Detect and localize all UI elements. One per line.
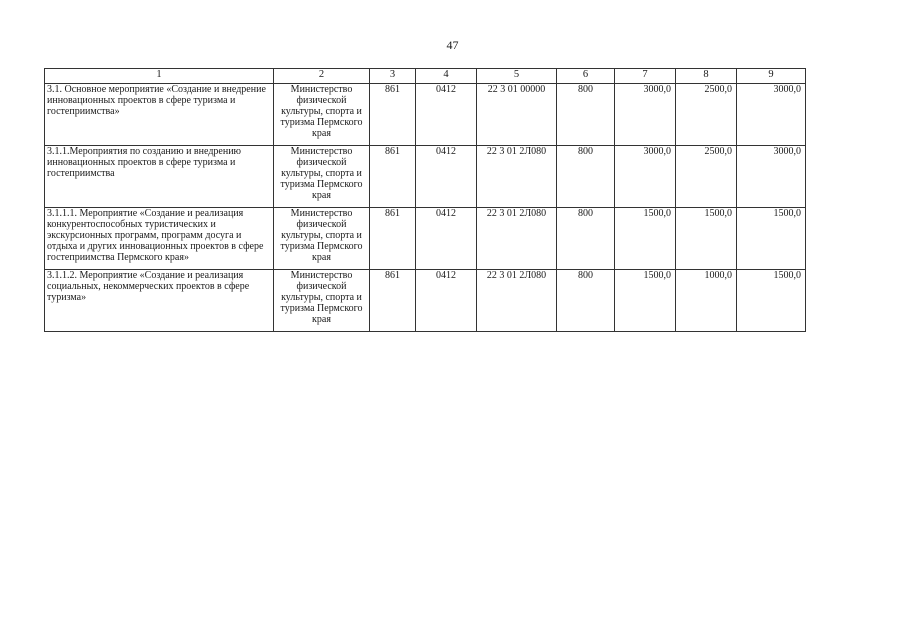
cell-col3: 861 <box>370 84 416 146</box>
cell-col4: 0412 <box>416 270 477 332</box>
responsible-org: Министерство физической культуры, спорта и туризма Пермского края <box>274 270 370 332</box>
table-row <box>45 84 806 146</box>
header-cell: 8 <box>676 69 737 84</box>
cell-col3: 861 <box>370 146 416 208</box>
page-number: 47 <box>446 38 459 52</box>
cell-col4: 0412 <box>416 146 477 208</box>
cell-col4: 0412 <box>416 208 477 270</box>
activity-name: 3.1.1.Мероприятия по созданию и внедрению инновационных проектов в сфере туризма и гостеприимства <box>45 146 274 208</box>
header-cell: 6 <box>557 69 615 84</box>
activity-name: 3.1. Основное мероприятие «Создание и внедрение инновационных проектов в сфере туризма и гостеприимства» <box>45 84 274 146</box>
header-cell: 5 <box>477 69 557 84</box>
cell-col9: 1500,0 <box>737 208 806 270</box>
cell-col7: 3000,0 <box>615 84 676 146</box>
cell-col7: 1500,0 <box>615 270 676 332</box>
cell-col8: 1500,0 <box>676 208 737 270</box>
responsible-org: Министерство физической культуры, спорта и туризма Пермского края <box>274 208 370 270</box>
cell-col6: 800 <box>557 208 615 270</box>
header-row <box>45 69 806 84</box>
cell-col6: 800 <box>557 270 615 332</box>
header-cell: 1 <box>45 69 274 84</box>
cell-col6: 800 <box>557 146 615 208</box>
cell-col5: 22 3 01 2Л080 <box>477 270 557 332</box>
table-row <box>45 146 806 208</box>
cell-col9: 3000,0 <box>737 84 806 146</box>
table-row <box>45 208 806 270</box>
budget-table <box>44 68 806 332</box>
cell-col3: 861 <box>370 270 416 332</box>
activity-name: 3.1.1.2. Мероприятие «Создание и реализация социальных, некоммерческих проектов в сфере туризма» <box>45 270 274 332</box>
header-cell: 7 <box>615 69 676 84</box>
activity-name: 3.1.1.1. Мероприятие «Создание и реализация конкурентоспособных туристических и экскурсионных программ, программ досуга и отдыха и других инновационных проектов в сфере гостеприимства Пермского края» <box>45 208 274 270</box>
cell-col5: 22 3 01 2Л080 <box>477 146 557 208</box>
cell-col4: 0412 <box>416 84 477 146</box>
cell-col8: 2500,0 <box>676 84 737 146</box>
cell-col7: 3000,0 <box>615 146 676 208</box>
cell-col5: 22 3 01 2Л080 <box>477 208 557 270</box>
table-row <box>45 270 806 332</box>
cell-col3: 861 <box>370 208 416 270</box>
cell-col5: 22 3 01 00000 <box>477 84 557 146</box>
cell-col7: 1500,0 <box>615 208 676 270</box>
responsible-org: Министерство физической культуры, спорта и туризма Пермского края <box>274 84 370 146</box>
responsible-org: Министерство физической культуры, спорта и туризма Пермского края <box>274 146 370 208</box>
cell-col9: 3000,0 <box>737 146 806 208</box>
header-cell: 9 <box>737 69 806 84</box>
cell-col9: 1500,0 <box>737 270 806 332</box>
header-cell: 2 <box>274 69 370 84</box>
cell-col8: 2500,0 <box>676 146 737 208</box>
header-cell: 4 <box>416 69 477 84</box>
cell-col8: 1000,0 <box>676 270 737 332</box>
header-cell: 3 <box>370 69 416 84</box>
cell-col6: 800 <box>557 84 615 146</box>
